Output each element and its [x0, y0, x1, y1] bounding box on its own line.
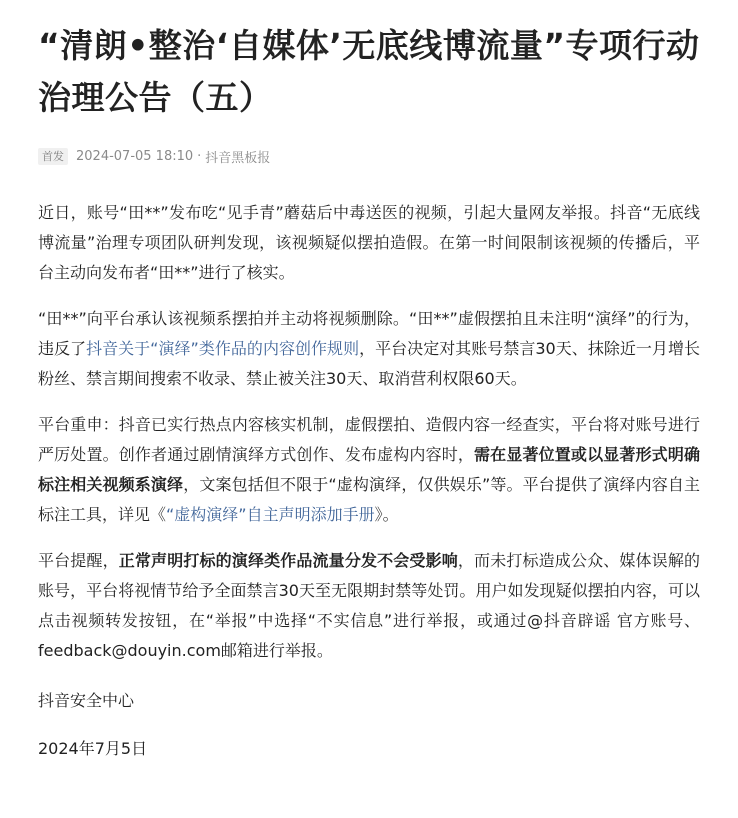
declaration-manual-link[interactable]: “虚构演绎”自主声明添加手册 — [166, 505, 375, 524]
paragraph-3-text-b: ，文案包括但不限于“虚构演绎，仅供娱乐”等。平台提供了演绎内容自主标注工具，详见《 — [38, 475, 700, 524]
paragraph-2-text-b: ，平台决定对其账号禁言30天、抹除近一月增长粉丝、禁言期间搜索不收录、禁止被关注30天、取消营利权限60天。 — [38, 339, 700, 388]
paragraph-4-text-a: 平台提醒， — [38, 551, 119, 570]
article-title: “清朗•整治‘自媒体’无底线博流量”专项行动治理公告（五） — [38, 26, 700, 117]
article-body — [38, 198, 700, 764]
paragraph-2-text-a: “田**”向平台承认该视频系摆拍并主动将视频删除。“田**”虚假摆拍且未注明“演绎”的行为，违反了 — [38, 309, 700, 358]
source-author: 抖音黑板报 — [205, 150, 271, 166]
paragraph-4-text-b: ，而未打标造成公众、媒体误解的账号，平台将视情节给予全面禁言30天至无限期封禁等处罚。用户如发现疑似摆拍内容，可以点击视频转发按钮，在“举报”中选择“不实信息”进行举报，或通过@抖音辟谣 官方账号、feedback@douyin.com邮箱进行举报。 — [38, 551, 700, 660]
publish-datetime: 2024-07-05 18:10 — [76, 148, 194, 164]
first-publish-badge: 首发 — [38, 148, 68, 165]
meta-separator: · — [197, 148, 202, 164]
paragraph-1: 近日，账号“田**”发布吃“见手青”蘑菇后中毒送医的视频，引起大量网友举报。抖音“无底线博流量”治理专项团队研判发现，该视频疑似摆拍造假。在第一时间限制该视频的传播后，平台主动向发布者“田**”进行了核实。 — [38, 203, 700, 282]
paragraph-2 — [38, 304, 700, 394]
paragraph-4 — [38, 546, 700, 666]
content-rules-link[interactable]: 抖音关于“演绎”类作品的内容创作规则 — [86, 339, 360, 358]
signature: 抖音安全中心 — [38, 691, 135, 710]
paragraph-3-text-a: 平台重申：抖音已实行热点内容核实机制，虚假摆拍、造假内容一经查实，平台将对账号进行严厉处置。创作者通过剧情演绎方式创作、发布虚构内容时， — [38, 415, 700, 464]
paragraph-3 — [38, 410, 700, 530]
paragraph-3-text-c: 》。 — [374, 505, 399, 524]
issue-date: 2024年7月5日 — [38, 739, 148, 758]
article-meta — [38, 146, 700, 166]
paragraph-4-emphasis: 正常声明打标的演绎类作品流量分发不会受影响 — [118, 551, 458, 570]
paragraph-3-emphasis: 需在显著位置或以显著形式明确标注相关视频系演绎 — [38, 445, 700, 494]
